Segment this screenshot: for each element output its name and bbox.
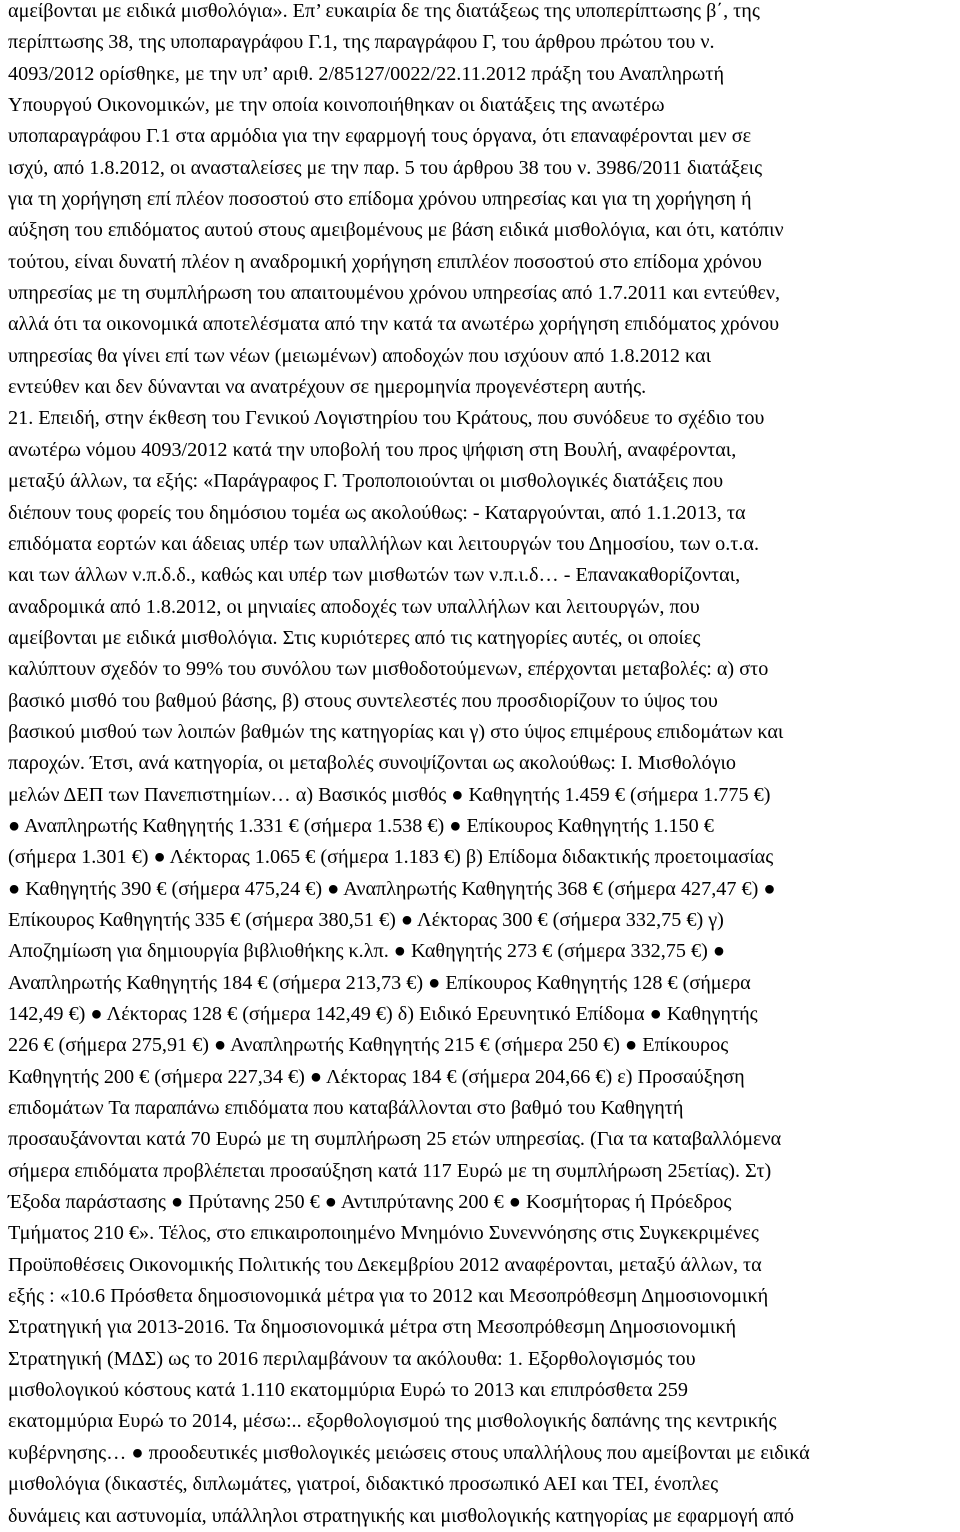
text-line: μελών ΔΕΠ των Πανεπιστημίων… α) Βασικός μισθός ● Καθηγητής 1.459 € (σήμερα 1.775 €) bbox=[8, 783, 771, 806]
text-line: Στρατηγική (ΜΔΣ) ως το 2016 περιλαμβάνουν τα ακόλουθα: 1. Εξορθολογισμός του bbox=[8, 1347, 696, 1370]
text-line: σήμερα επιδόματα προβλέπεται προσαύξηση κατά 117 Ευρώ με τη συμπλήρωση 25ετίας). Στ) bbox=[8, 1159, 772, 1182]
text-line: βασικό μισθό του βαθμού βάσης, β) στους συντελεστές που προσδιορίζουν το ύψος του bbox=[8, 689, 718, 712]
text-line: ανωτέρω νόμου 4093/2012 κατά την υποβολή του προς ψήφιση στη Βουλή, αναφέρονται, bbox=[8, 438, 737, 461]
text-line: μεταξύ άλλων, τα εξής: «Παράγραφος Γ. Τροποποιούνται οι μισθολογικές διατάξεις που bbox=[8, 470, 724, 493]
text-line: δυνάμεις και αστυνομία, υπάλληλοι στρατηγικής και μισθολογικής κατηγορίας με εφαρμογή από bbox=[8, 1504, 795, 1527]
text-line: κυβέρνησης… ● προοδευτικές μισθολογικές μειώσεις στους υπαλλήλους που αμείβονται με ειδικά bbox=[8, 1441, 810, 1464]
text-line: αμείβονται με ειδικά μισθολόγια». Επ’ ευκαιρία δε της διατάξεως της υποπερίπτωσης β΄, της bbox=[8, 0, 760, 22]
text-line: περίπτωσης 38, της υποπαραγράφου Γ.1, της παραγράφου Γ, του άρθρου πρώτου του ν. bbox=[8, 31, 715, 54]
text-line: εξής : «10.6 Πρόσθετα δημοσιονομικά μέτρα για το 2012 και Μεσοπρόθεσμη Δημοσιονομική bbox=[8, 1285, 769, 1308]
text-line: υποπαραγράφου Γ.1 στα αρμόδια για την εφαρμογή τους όργανα, ότι επαναφέρονται μεν σε bbox=[8, 125, 752, 148]
text-line: εντεύθεν και δεν δύνανται να ανατρέχουν σε ημερομηνία προγενέστερη αυτής. bbox=[8, 376, 647, 399]
text-line: ισχύ, από 1.8.2012, οι ανασταλείσες με την παρ. 5 του άρθρου 38 του ν. 3986/2011 διατάξεις bbox=[8, 156, 763, 179]
text-line: Επίκουρος Καθηγητής 335 € (σήμερα 380,51 €) ● Λέκτορας 300 € (σήμερα 332,75 €) γ) bbox=[8, 908, 724, 931]
text-line: επιδομάτων Τα παραπάνω επιδόματα που καταβάλλονται στο βαθμό του Καθηγητή bbox=[8, 1097, 684, 1120]
text-line: μισθολόγια (δικαστές, διπλωμάτες, γιατροί, διδακτικό προσωπικό ΑΕΙ και ΤΕΙ, ένοπλες bbox=[8, 1473, 719, 1496]
text-line: Υπουργού Οικονομικών, με την οποία κοινοποιήθηκαν οι διατάξεις της ανωτέρω bbox=[8, 94, 665, 117]
text-line: Αναπληρωτής Καθηγητής 184 € (σήμερα 213,73 €) ● Επίκουρος Καθηγητής 128 € (σήμερα bbox=[8, 971, 751, 994]
text-line: Καθηγητής 200 € (σήμερα 227,34 €) ● Λέκτορας 184 € (σήμερα 204,66 €) ε) Προσαύξηση bbox=[8, 1065, 745, 1088]
text-line: ● Καθηγητής 390 € (σήμερα 475,24 €) ● Αναπληρωτής Καθηγητής 368 € (σήμερα 427,47 €) ● bbox=[8, 877, 776, 900]
text-line: εκατομμύρια Ευρώ το 2014, μέσω:.. εξορθολογισμού της μισθολογικής δαπάνης της κεντρικής bbox=[8, 1410, 777, 1433]
text-line: προσαυξάνονται κατά 70 Ευρώ με τη συμπλήρωση 25 ετών υπηρεσίας. (Για τα καταβαλλόμενα bbox=[8, 1128, 782, 1151]
text-line: καλύπτουν σχεδόν το 99% του συνόλου των μισθοδοτούμενων, επέρχονται μεταβολές: α) στο bbox=[8, 658, 769, 681]
text-line: ● Αναπληρωτής Καθηγητής 1.331 € (σήμερα 1.538 €) ● Επίκουρος Καθηγητής 1.150 € bbox=[8, 814, 714, 837]
text-line: διέπουν τους φορείς του δημόσιου τομέα ως ακολούθως: - Καταργούνται, από 1.1.2013, τα bbox=[8, 501, 746, 524]
text-line: 226 € (σήμερα 275,91 €) ● Αναπληρωτής Καθηγητής 215 € (σήμερα 250 €) ● Επίκουρος bbox=[8, 1034, 729, 1057]
text-line: αύξηση του επιδόματος αυτού στους αμειβομένους με βάση ειδικά μισθολόγια, και ότι, κατόπιν bbox=[8, 219, 784, 242]
text-line: για τη χορήγηση επί πλέον ποσοστού στο επίδομα χρόνου υπηρεσίας και για τη χορήγηση ή bbox=[8, 188, 752, 211]
text-line: Προϋποθέσεις Οικονομικής Πολιτικής του Δεκεμβρίου 2012 αναφέρονται, μεταξύ άλλων, τα bbox=[8, 1253, 762, 1276]
text-line: επιδόματα εορτών και άδειας υπέρ των υπαλλήλων και λειτουργών του Δημοσίου, των ο.τ.α. bbox=[8, 532, 760, 555]
text-line: Αποζημίωση για δημιουργία βιβλιοθήκης κ.λπ. ● Καθηγητής 273 € (σήμερα 332,75 €) ● bbox=[8, 940, 726, 963]
text-line: αλλά ότι τα οικονομικά αποτελέσματα από την κατά τα ανωτέρω χορήγηση επιδόματος χρόνου bbox=[8, 313, 780, 336]
text-line: βασικού μισθού των λοιπών βαθμών της κατηγορίας και γ) στο ύψος επιμέρους επιδομάτων και bbox=[8, 720, 784, 743]
document-page bbox=[8, 0, 960, 1532]
text-line: (σήμερα 1.301 €) ● Λέκτορας 1.065 € (σήμερα 1.183 €) β) Επίδομα διδακτικής προετοιμασίας bbox=[8, 846, 774, 869]
text-line: και των άλλων ν.π.δ.δ., καθώς και υπέρ των μισθωτών των ν.π.ι.δ… - Επανακαθορίζονται, bbox=[8, 564, 741, 587]
text-line: Στρατηγική για 2013-2016. Τα δημοσιονομικά μέτρα στη Μεσοπρόθεσμη Δημοσιονομική bbox=[8, 1316, 737, 1339]
text-line: 21. Επειδή, στην έκθεση του Γενικού Λογιστηρίου του Κράτους, που συνόδευε το σχέδιο του bbox=[8, 407, 765, 430]
text-line: 4093/2012 ορίσθηκε, με την υπ’ αριθ. 2/85127/0022/22.11.2012 πράξη του Αναπληρωτή bbox=[8, 62, 725, 85]
text-line: αμείβονται με ειδικά μισθολόγια. Στις κυριότερες από τις κατηγορίες αυτές, οι οποίες bbox=[8, 626, 701, 649]
text-line: Έξοδα παράστασης ● Πρύτανης 250 € ● Αντιπρύτανης 200 € ● Κοσμήτορας ή Πρόεδρος bbox=[8, 1191, 732, 1214]
text-line: Τμήματος 210 €». Τέλος, στο επικαιροποιημένο Μνημόνιο Συνεννόησης στις Συγκεκριμένες bbox=[8, 1222, 759, 1245]
text-line: 142,49 €) ● Λέκτορας 128 € (σήμερα 142,49 €) δ) Ειδικό Ερευνητικό Επίδομα ● Καθηγητής bbox=[8, 1003, 758, 1025]
text-line: παροχών. Έτσι, ανά κατηγορία, οι μεταβολές συνοψίζονται ως ακολούθως: Ι. Μισθολόγιο bbox=[8, 752, 737, 775]
text-line: τούτου, είναι δυνατή πλέον η αναδρομική χορήγηση επιπλέον ποσοστού στο επίδομα χρόνου bbox=[8, 250, 762, 273]
text-line: μισθολογικού κόστους κατά 1.110 εκατομμύρια Ευρώ το 2013 και επιπρόσθετα 259 bbox=[8, 1379, 688, 1402]
text-line: υπηρεσίας θα γίνει επί των νέων (μειωμένων) αποδοχών που ισχύουν από 1.8.2012 και bbox=[8, 344, 712, 367]
text-line: υπηρεσίας με τη συμπλήρωση του απαιτουμένου χρόνου υπηρεσίας από 1.7.2011 και εντεύθεν, bbox=[8, 282, 781, 305]
text-line: αναδρομικά από 1.8.2012, οι μηνιαίες αποδοχές των υπαλλήλων και λειτουργών, που bbox=[8, 595, 700, 618]
